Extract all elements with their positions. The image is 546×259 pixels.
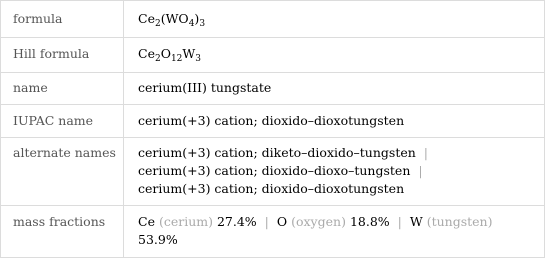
chemical-formula: $Ce_2(WO_4)_3$ [138,11,206,29]
compound-name: cerium(III) tungstate [138,80,272,95]
alternate-name-line-3 [138,181,404,196]
row-label [1,37,124,72]
element-name: (oxygen) [291,214,346,229]
row-value [125,137,544,205]
table-row-iupac-name [1,104,544,138]
iupac-name-label: IUPAC name [13,113,94,128]
mass-fraction-line-1 [138,214,492,229]
alternate-names-label: alternate names [13,145,116,160]
row-value [125,104,544,137]
row-label [1,104,124,137]
row-label [1,1,124,37]
table-row-formula [1,1,544,38]
mass-fractions-label: mass fractions [13,214,106,229]
mass-percent: 27.4% [216,214,257,229]
hill-formula-label: Hill formula [13,46,90,61]
element-symbol: O [276,214,288,229]
row-value [125,1,544,37]
alternate-name-line-2 [138,163,427,178]
row-label [1,137,124,205]
name-label: name [13,80,48,95]
table-row-name [1,72,544,105]
mass-percent: 18.8% [349,214,390,229]
alternate-name-line-1 [138,145,432,160]
alternate-name: cerium(+3) cation; diketo–dioxido–tungsten [138,145,416,160]
row-label [1,72,124,104]
element-symbol: Ce [138,214,155,229]
row-value [125,37,544,72]
separator: | [418,163,423,178]
table-row-hill-formula [1,37,544,73]
separator: | [423,145,428,160]
element-symbol: W [409,214,423,229]
element-name: (cerium) [158,214,213,229]
table-row-alternate-names [1,137,544,206]
row-value [125,205,544,257]
table-row-mass-fractions [1,205,544,257]
separator: | [397,214,402,229]
separator: | [264,214,269,229]
hill-formula: $Ce_2O_{12}W_3$ [138,46,201,64]
mass-fraction-line-2 [138,232,178,247]
formula-label: formula [13,11,63,26]
alternate-name: cerium(+3) cation; dioxido–dioxotungsten [138,181,405,196]
row-label [1,205,124,257]
mass-percent: 53.9% [138,232,178,247]
alternate-name: cerium(+3) cation; dioxido–dioxo–tungsten [138,163,411,178]
element-name: (tungsten) [426,214,493,229]
iupac-name: cerium(+3) cation; dioxido–dioxotungsten [138,113,405,128]
row-value [125,72,544,104]
